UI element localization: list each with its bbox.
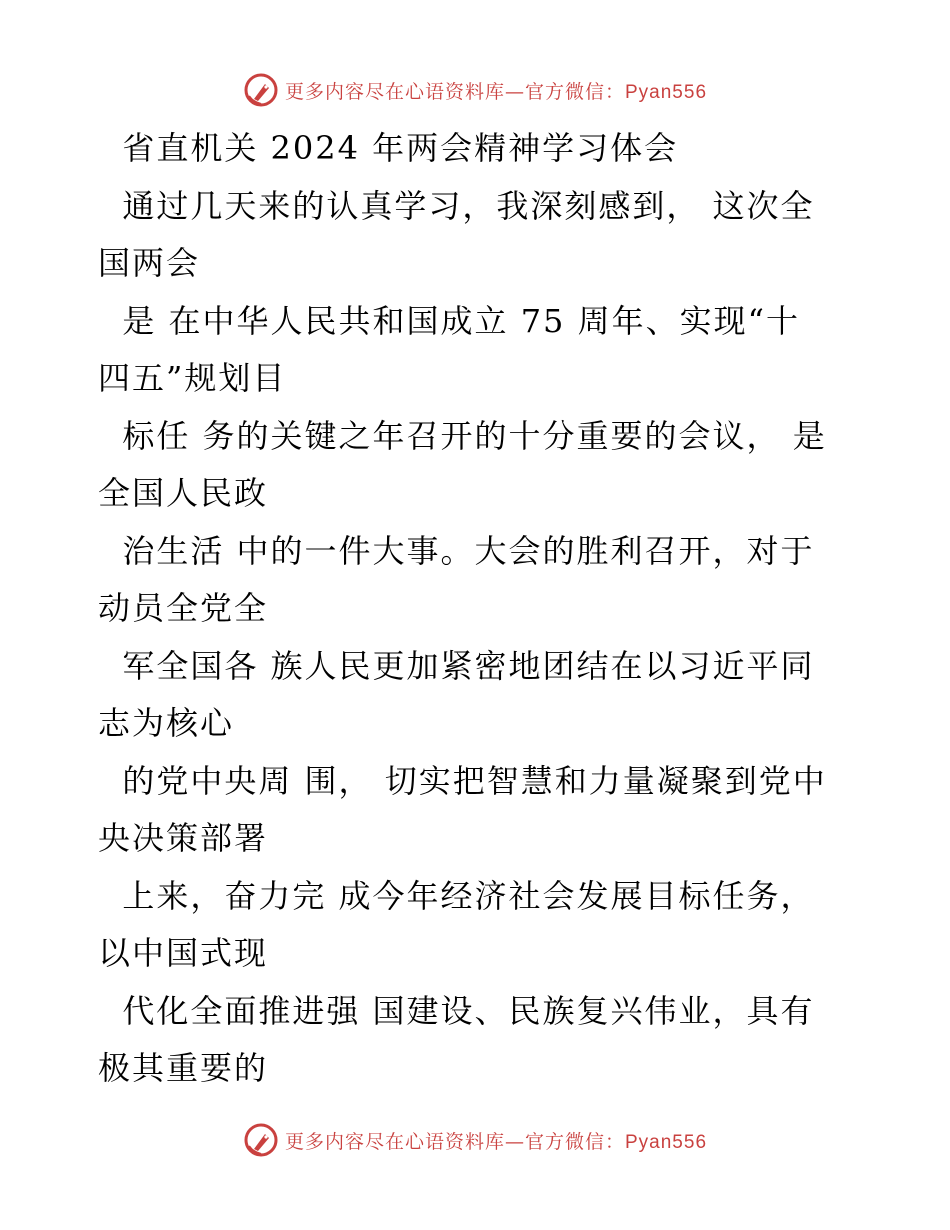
- document-body: [98, 120, 858, 1098]
- text-line: 央决策部署: [98, 819, 269, 857]
- text-line: 志为核心: [98, 704, 235, 742]
- text-line: 标任 务的关键之年召开的十分重要的会议， 是: [98, 416, 827, 455]
- text-line: 的党中央周 围， 切实把智慧和力量凝聚到党中: [98, 761, 827, 800]
- text-line: 上来，奋力完 成今年经济社会发展目标任务，: [98, 876, 815, 915]
- watermark-text: 更多内容尽在心语资料库—官方微信：Pyan556: [284, 1130, 708, 1153]
- text-line: 治生活 中的一件大事。大会的胜利召开，对于: [98, 531, 815, 570]
- document-title: 省直机关 2024 年两会精神学习体会: [98, 129, 679, 167]
- text-line: 通过几天来的认真学习，我深刻感到， 这次全: [98, 186, 815, 225]
- text-line: 是 在中华人民共和国成立 75 周年、实现“十: [98, 301, 800, 340]
- text-line: 代化全面推进强 国建设、民族复兴伟业，具有: [98, 991, 815, 1030]
- pen-nib-circle-icon: [243, 72, 279, 108]
- text-line: 以中国式现: [98, 934, 269, 972]
- watermark-handle: Pyan556: [625, 81, 708, 103]
- text-line: 四五”规划目: [98, 359, 287, 397]
- text-line: 极其重要的: [98, 1049, 269, 1087]
- text-line: 动员全党全: [98, 589, 269, 627]
- text-line: 全国人民政: [98, 474, 269, 512]
- watermark-text: 更多内容尽在心语资料库—官方微信：Pyan556: [284, 80, 708, 103]
- text-line: 军全国各 族人民更加紧密地团结在以习近平同: [98, 646, 815, 685]
- header-watermark: [0, 70, 950, 110]
- footer-watermark: [0, 1120, 950, 1160]
- text-line: 国两会: [98, 244, 201, 282]
- pen-nib-circle-icon: [243, 1122, 279, 1158]
- watermark-handle: Pyan556: [625, 1131, 708, 1153]
